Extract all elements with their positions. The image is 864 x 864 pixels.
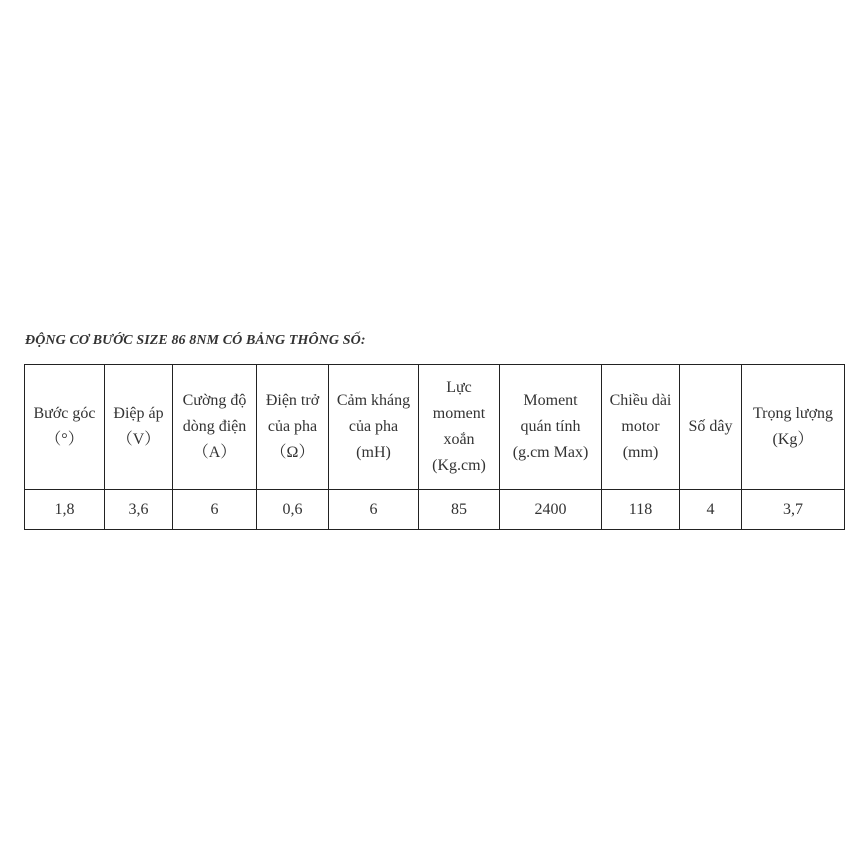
value-cell-rotor-inertia: 2400 bbox=[500, 490, 602, 530]
header-line: Cảm kháng bbox=[336, 392, 411, 409]
header-cell-phase-resistance bbox=[257, 365, 329, 490]
header-line: Chiều dài bbox=[609, 392, 672, 409]
header-line: xoắn bbox=[443, 431, 475, 448]
value-cell-motor-length: 118 bbox=[602, 490, 680, 530]
header-line: （V） bbox=[116, 431, 161, 448]
value-row bbox=[25, 490, 845, 530]
value-cell-voltage: 3,6 bbox=[105, 490, 173, 530]
header-line: Moment bbox=[523, 392, 578, 409]
header-line: moment bbox=[432, 405, 486, 422]
header-cell-wire-count bbox=[680, 365, 742, 490]
header-line: （Ω） bbox=[270, 444, 315, 461]
header-line: Trọng lượng bbox=[752, 405, 834, 422]
header-cell-rotor-inertia bbox=[500, 365, 602, 490]
header-line: motor bbox=[621, 418, 660, 435]
header-line: (mH) bbox=[356, 444, 391, 461]
value-cell-phase-inductance: 6 bbox=[329, 490, 419, 530]
value-cell-wire-count: 4 bbox=[680, 490, 742, 530]
header-line: Bước góc bbox=[33, 405, 96, 422]
spec-title: ĐỘNG CƠ BƯỚC SIZE 86 8NM CÓ BẢNG THÔNG SỐ: bbox=[25, 333, 366, 348]
header-row bbox=[25, 365, 845, 490]
value-cell-current: 6 bbox=[173, 490, 257, 530]
header-line: Cường độ bbox=[182, 392, 247, 409]
value-cell-weight: 3,7 bbox=[742, 490, 845, 530]
header-line: của pha bbox=[348, 418, 399, 435]
header-line: quán tính bbox=[520, 418, 581, 435]
header-line: (mm) bbox=[622, 444, 659, 461]
header-cell-phase-inductance bbox=[329, 365, 419, 490]
header-line: (g.cm Max) bbox=[512, 444, 589, 461]
value-cell-holding-torque: 85 bbox=[419, 490, 500, 530]
header-line: (Kg.cm) bbox=[432, 457, 486, 474]
value-cell-phase-resistance: 0,6 bbox=[257, 490, 329, 530]
value-cell-step-angle: 1,8 bbox=[25, 490, 105, 530]
header-line: Số dây bbox=[688, 418, 733, 435]
header-line: của pha bbox=[267, 418, 318, 435]
header-cell-current bbox=[173, 365, 257, 490]
header-line: dòng điện bbox=[182, 418, 247, 435]
header-line: Điện trở bbox=[265, 392, 320, 409]
header-line: (Kg） bbox=[772, 431, 814, 448]
header-cell-step-angle bbox=[25, 365, 105, 490]
spec-table bbox=[24, 364, 845, 530]
header-line: （A） bbox=[192, 444, 237, 461]
header-line: （°） bbox=[45, 431, 84, 448]
header-cell-weight bbox=[742, 365, 845, 490]
header-line: Điệp áp bbox=[113, 405, 164, 422]
header-line: Lực bbox=[446, 379, 472, 396]
header-cell-voltage bbox=[105, 365, 173, 490]
header-cell-holding-torque bbox=[419, 365, 500, 490]
header-cell-motor-length bbox=[602, 365, 680, 490]
